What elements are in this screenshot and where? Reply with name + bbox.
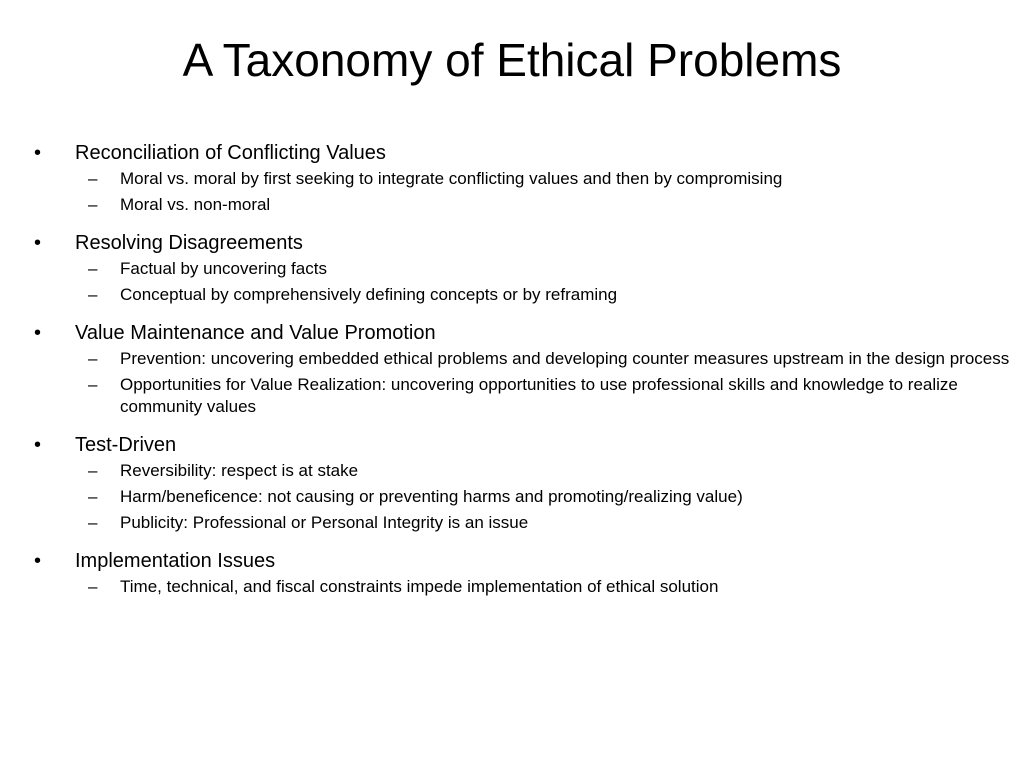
bullet-item <box>32 230 1012 306</box>
sub-text: Factual by uncovering facts <box>120 259 327 278</box>
sub-item <box>75 512 1012 534</box>
sub-marker: – <box>88 169 98 188</box>
sub-list <box>75 460 1012 534</box>
bullet-text: Implementation Issues <box>75 550 276 572</box>
bullet-text: Value Maintenance and Value Promotion <box>75 322 436 344</box>
sub-item <box>75 258 1012 280</box>
bullet-marker: • <box>34 232 42 254</box>
sub-item <box>75 460 1012 482</box>
bullet-marker: • <box>34 550 42 572</box>
sub-marker: – <box>88 513 98 532</box>
sub-text: Harm/beneficence: not causing or preventing harms and promoting/realizing value) <box>120 487 743 506</box>
bullet-text: Reconciliation of Conflicting Values <box>75 142 386 164</box>
sub-list <box>75 168 1012 216</box>
sub-marker: – <box>88 577 98 596</box>
sub-text: Conceptual by comprehensively defining concepts or by reframing <box>120 285 618 304</box>
bullet-item <box>32 140 1012 216</box>
sub-list <box>75 348 1012 418</box>
sub-item <box>75 284 1012 306</box>
sub-item <box>75 374 1012 418</box>
bullet-list <box>32 140 1012 612</box>
sub-marker: – <box>88 487 98 506</box>
sub-text: Opportunities for Value Realization: uncovering opportunities to use professional skills and knowledge to realize community values <box>120 375 958 416</box>
sub-text: Prevention: uncovering embedded ethical problems and developing counter measures upstream in the design process <box>120 349 1010 368</box>
bullet-item <box>32 432 1012 534</box>
sub-text: Moral vs. moral by first seeking to integrate conflicting values and then by compromising <box>120 169 783 188</box>
sub-item <box>75 194 1012 216</box>
sub-text: Reversibility: respect is at stake <box>120 461 359 480</box>
sub-item <box>75 168 1012 190</box>
bullet-text: Test-Driven <box>75 434 177 456</box>
sub-marker: – <box>88 259 98 278</box>
sub-text: Moral vs. non-moral <box>120 195 271 214</box>
sub-marker: – <box>88 349 98 368</box>
sub-marker: – <box>88 375 98 394</box>
sub-item <box>75 348 1012 370</box>
sub-item <box>75 486 1012 508</box>
sub-list <box>75 258 1012 306</box>
bullet-marker: • <box>34 434 42 456</box>
sub-item <box>75 576 1012 598</box>
sub-marker: – <box>88 195 98 214</box>
bullet-item <box>32 548 1012 598</box>
slide-title: A Taxonomy of Ethical Problems <box>182 34 842 86</box>
bullet-text: Resolving Disagreements <box>75 232 303 254</box>
sub-marker: – <box>88 461 98 480</box>
sub-marker: – <box>88 285 98 304</box>
sub-text: Publicity: Professional or Personal Integrity is an issue <box>120 513 529 532</box>
sub-list <box>75 576 1012 598</box>
bullet-marker: • <box>34 322 42 344</box>
bullet-marker: • <box>34 142 42 164</box>
sub-text: Time, technical, and fiscal constraints impede implementation of ethical solution <box>120 577 719 596</box>
bullet-item <box>32 320 1012 418</box>
